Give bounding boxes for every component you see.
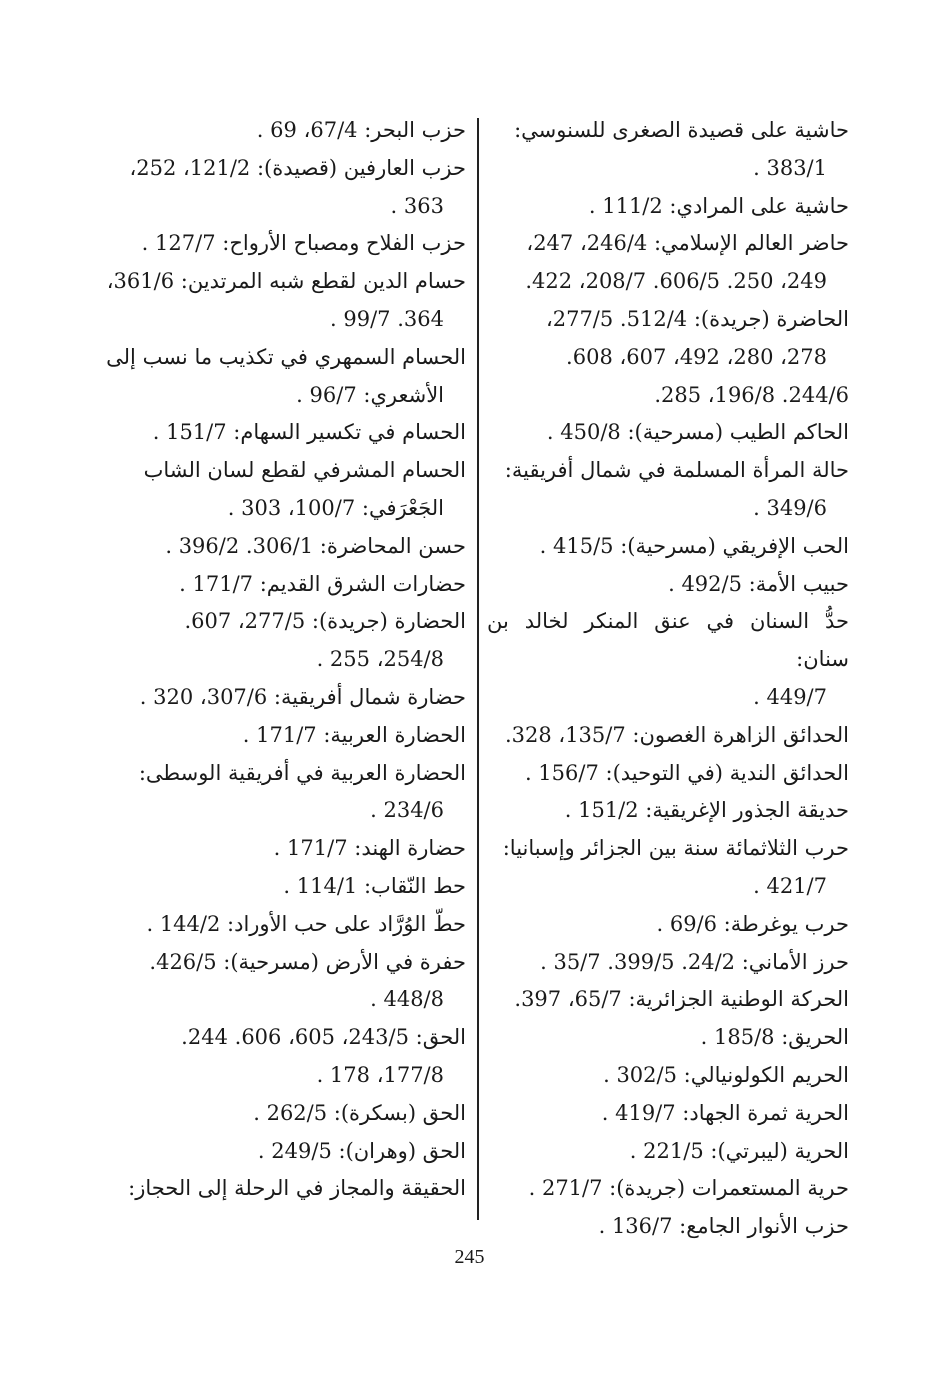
- index-entry-continuation: 449/7 .: [753, 684, 827, 709]
- index-entry-continuation: 349/6 .: [753, 495, 827, 520]
- page-number: 245: [454, 1246, 485, 1268]
- index-entry-continuation: 448/8 .: [370, 987, 444, 1012]
- index-entry: [104, 566, 466, 604]
- index-entry-title: حضارة شمال أفريقية: 307/6، 320 .: [139, 684, 466, 709]
- index-entry: [487, 792, 849, 830]
- index-entry-title: حرز الأماني: 24/2. 399/5. 35/7 .: [540, 949, 849, 974]
- index-entry-title: الحضارة العربية في أفريقية الوسطى:: [138, 760, 466, 785]
- index-entry-title: حديقة الجذور الإغريقية: 151/2 .: [564, 798, 849, 823]
- index-entry-title: حسام الدين لقطع شبه المرتدين: 361/6،: [106, 269, 466, 294]
- index-entry: [104, 679, 466, 717]
- index-entry: [487, 188, 849, 226]
- index-column-left: [104, 112, 466, 1208]
- index-entry-title: حسن المحاضرة: 306/1. 396/2 .: [165, 533, 466, 558]
- index-entry: [104, 868, 466, 906]
- index-entry-title: حضارات الشرق القديم: 171/7 .: [179, 571, 466, 596]
- index-entry: [487, 528, 849, 566]
- index-entry: [104, 906, 466, 944]
- index-entry: [104, 1133, 466, 1171]
- index-entry-title: الحريق: 185/8 .: [700, 1025, 849, 1050]
- index-entry-title: الحريم الكولونيالي: 302/5 .: [603, 1062, 849, 1087]
- index-entry: [487, 944, 849, 982]
- index-entry: [487, 452, 849, 528]
- index-entry: [104, 452, 466, 528]
- index-entry: [487, 1133, 849, 1171]
- index-entry: [487, 566, 849, 604]
- index-entry-continuation: 177/8، 178 .: [316, 1062, 444, 1087]
- index-entry-title: الحسام السمهري في تكذيب ما نسب إلى: [106, 344, 466, 369]
- index-entry-title: الحدائق الندية (في التوحيد): 156/7 .: [524, 760, 849, 785]
- index-entry: [104, 717, 466, 755]
- index-entry-continuation: 421/7 .: [753, 873, 827, 898]
- index-entry: [487, 1057, 849, 1095]
- index-entry-title: الحسام في تكسير السهام: 151/7 .: [152, 420, 466, 445]
- index-entry: [104, 1095, 466, 1133]
- index-entry-title: الحب الإفريقي (مسرحية): 415/5 .: [539, 533, 849, 558]
- index-entry: [487, 981, 849, 1019]
- index-entry: [487, 225, 849, 301]
- index-entry-title: الحرية ثمرة الجهاد: 419/7 .: [601, 1100, 849, 1125]
- index-entry: [487, 1019, 849, 1057]
- index-entry-title: حرية المستعمرات (جريدة): 271/7 .: [528, 1176, 849, 1201]
- index-entry: [104, 414, 466, 452]
- index-entry-title: 244/6. 196/8، 285.: [654, 382, 849, 407]
- index-entry: [104, 263, 466, 339]
- index-entry-title: حرب الثلاثمائة سنة بين الجزائر وإسبانيا:: [502, 836, 849, 861]
- index-entry-continuation: 363 .: [390, 193, 444, 218]
- index-entry: [104, 755, 466, 831]
- index-entry-title: الحضارة (جريدة): 277/5، 607.: [184, 609, 466, 634]
- index-entry: [104, 528, 466, 566]
- index-entry-title: حزب الفلاح ومصباح الأرواح: 127/7 .: [141, 231, 466, 256]
- index-entry-title: الحق (وهران): 249/5 .: [257, 1138, 466, 1163]
- index-entry-title: حاضر العالم الإسلامي: 246/4، 247،: [526, 231, 849, 256]
- index-entry-title: حالة المرأة المسلمة في شمال أفريقية:: [504, 458, 849, 483]
- index-entry: [487, 377, 849, 415]
- index-entry: [487, 717, 849, 755]
- index-entry-title: حضارة الهند: 171/7 .: [273, 836, 466, 861]
- index-entry: [104, 225, 466, 263]
- index-entry: [487, 1095, 849, 1133]
- index-entry: [104, 603, 466, 679]
- index-entry-continuation: 249، 250. 606/5. 208/7، 422.: [525, 269, 827, 294]
- index-entry-continuation: الجَعْرَفي: 100/7، 303 .: [227, 495, 444, 520]
- index-entry: [104, 112, 466, 150]
- index-entry-title: حط النّقاب: 114/1 .: [283, 873, 466, 898]
- index-entry-title: الحدائق الزاهرة الغصون: 135/7، 328.: [504, 722, 849, 747]
- index-entry-continuation: 278، 280، 492، 607، 608.: [566, 344, 827, 369]
- index-entry-title: حزب البحر: 67/4، 69 .: [256, 118, 466, 142]
- index-entry-title: حدُّ السنان في عنق المنكر لخالد بن سنان:: [487, 609, 849, 672]
- index-entry-title: الحاضرة (جريدة): 512/4. 277/5،: [545, 306, 849, 331]
- index-entry-title: الحسام المشرفي لقطع لسان الشاب: [143, 458, 466, 483]
- index-entry-title: الحركة الوطنية الجزائرية: 65/7، 397.: [514, 987, 849, 1012]
- index-entry: [487, 301, 849, 377]
- index-entry: [104, 150, 466, 226]
- index-entry-title: الحقيقة والمجاز في الرحلة إلى الحجاز:: [128, 1176, 466, 1201]
- index-entry-title: حفرة في الأرض (مسرحية): 426/5.: [149, 949, 466, 974]
- index-entry-continuation: 364. 99/7 .: [330, 306, 444, 331]
- index-entry-title: الحاكم الطيب (مسرحية): 450/8 .: [546, 420, 849, 445]
- index-entry-title: حرب يوغرطة: 69/6 .: [656, 911, 849, 936]
- index-entry: [487, 603, 849, 716]
- index-entry-continuation: الأشعري: 96/7 .: [296, 382, 444, 407]
- index-entry-title: الحق: 243/5، 605، 606. 244.: [181, 1025, 466, 1050]
- index-entry: [104, 830, 466, 868]
- column-divider: [477, 118, 479, 1220]
- index-entry-continuation: 254/8، 255 .: [316, 647, 444, 672]
- index-entry: [487, 414, 849, 452]
- index-entry: [487, 112, 849, 188]
- index-column-right: [487, 112, 849, 1246]
- index-entry: [487, 755, 849, 793]
- index-entry: [104, 1170, 466, 1208]
- index-entry: [487, 830, 849, 906]
- index-entry-title: الحق (بسكرة): 262/5 .: [253, 1100, 466, 1125]
- index-entry: [104, 944, 466, 1020]
- index-entry: [487, 906, 849, 944]
- index-entry-continuation: 234/6 .: [370, 798, 444, 823]
- index-entry: [487, 1170, 849, 1208]
- index-entry-title: الحضارة العربية: 171/7 .: [242, 722, 466, 747]
- index-entry-continuation: 383/1 .: [753, 155, 827, 180]
- index-entry-title: حبيب الأمة: 492/5 .: [668, 571, 849, 596]
- index-entry: [487, 1208, 849, 1246]
- index-entry-title: حزب الأنوار الجامع: 136/7 .: [598, 1214, 849, 1239]
- index-entry-title: حاشية على قصيدة الصغرى للسنوسي:: [514, 118, 849, 142]
- index-entry-title: حزب العارفين (قصيدة): 121/2، 252،: [129, 155, 466, 180]
- index-entry-title: الحرية (ليبرتي): 221/5 .: [629, 1138, 849, 1163]
- index-entry-title: حاشية على المرادي: 111/2 .: [588, 193, 849, 218]
- index-entry: [104, 1019, 466, 1095]
- index-entry: [104, 339, 466, 415]
- index-entry-title: حطّ الوُرَّاد على حب الأوراد: 144/2 .: [146, 911, 466, 936]
